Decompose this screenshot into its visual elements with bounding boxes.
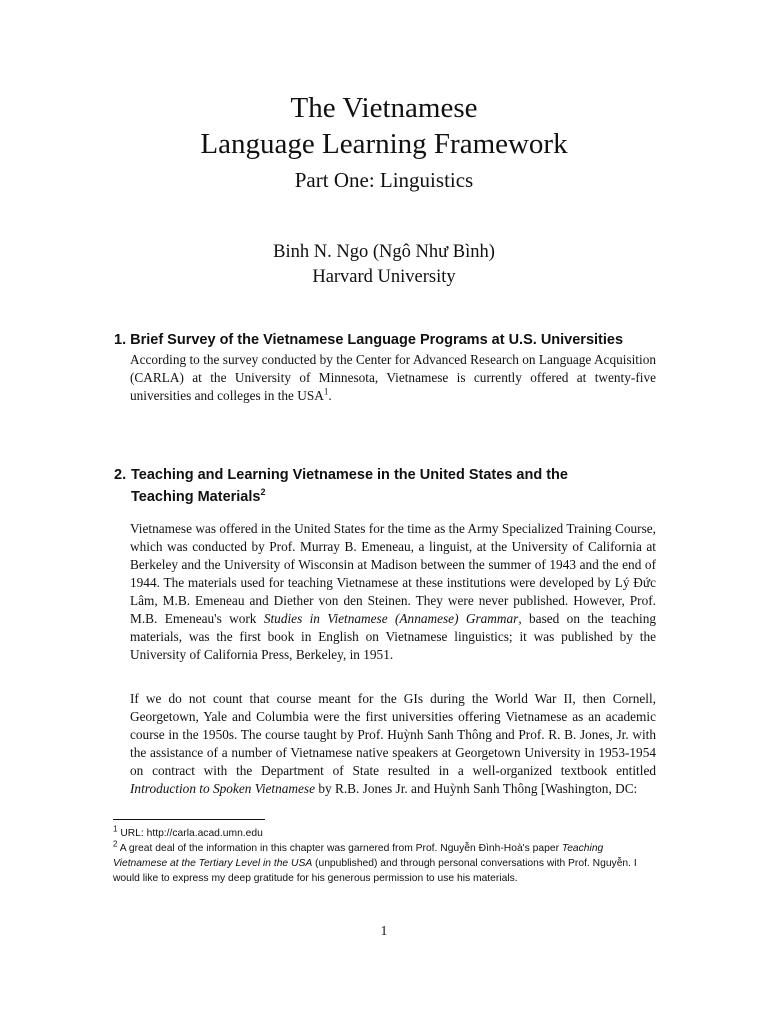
footnote-2-text-a: A great deal of the information in this chapter was garnered from Prof. Nguyễn Đình-Hoà's paper <box>117 843 562 854</box>
footnote-1-number: 1 <box>113 824 118 834</box>
section-2-heading-line-2: Teaching Materials <box>131 489 261 505</box>
section-2-heading-line-1: Teaching and Learning Vietnamese in the United States and the <box>131 467 568 483</box>
section-1-heading: 1. Brief Survey of the Vietnamese Language Programs at U.S. Universities <box>114 332 624 348</box>
footnote-ref-1[interactable]: 1 <box>323 386 329 397</box>
section-2-paragraph-2 <box>130 690 656 798</box>
page-number: 1 <box>380 923 388 938</box>
section-1-text: According to the survey conducted by the Center for Advanced Research on Language Acquisition (CARLA) at the University of Minnesota, Vietnamese is currently offered at twenty-five universities and colleges in the USA <box>130 352 656 403</box>
author-affiliation: Harvard University <box>312 267 456 287</box>
footnote-2-paper-title: Teaching Vietnamese at the Tertiary Level in the USA <box>113 843 604 869</box>
para-2-text-b: by R.B. Jones Jr. and Huỳnh Sanh Thông [Washington, DC: <box>315 781 638 796</box>
para-2-book-title: Introduction to Spoken Vietnamese <box>130 781 316 796</box>
footnote-1 <box>113 826 653 841</box>
title-block <box>0 90 768 194</box>
title-line-1: The Vietnamese <box>290 92 478 124</box>
author-block <box>0 240 768 290</box>
footnote-2-number: 2 <box>113 839 118 849</box>
footnote-2-text-b: (unpublished) and through personal conversations with Prof. Nguyễn. I would like to express my deep gratitude for his generous permission to use his materials. <box>113 858 637 884</box>
section-1-paragraph <box>130 351 656 405</box>
section-2-number: 2. <box>114 467 127 483</box>
section-2-paragraph-1 <box>130 520 656 664</box>
para-1-book-title: Studies in Vietnamese (Annamese) Grammar <box>263 611 519 626</box>
subtitle: Part One: Linguistics <box>294 168 474 192</box>
footnote-ref-2[interactable]: 2 <box>260 487 266 498</box>
footnotes <box>113 826 653 886</box>
footnote-2 <box>113 841 653 886</box>
footnote-divider <box>113 819 265 820</box>
title-line-2: Language Learning Framework <box>200 128 568 160</box>
para-1-text-a: Vietnamese was offered in the United States for the time as the Army Specialized Training Course, which was conducted by Prof. Murray B. Emeneau, a linguist, at the University of California at Berkeley and the University of Wisconsin at Madison between the summer of 1943 and the end of 1944. The materials used for teaching Vietnamese at these institutions were developed by Lý Đức Lâm, M.B. Emeneau and Diether von den Steinen. They were never published. However, Prof. M.B. Emeneau's work <box>130 521 656 626</box>
para-1-text-b: , based on the teaching materials, was the first book in English on Vietnamese linguistics; it was published by the University of California Press, Berkeley, in 1951. <box>130 611 656 662</box>
section-2-heading <box>114 464 659 508</box>
para-2-text-a: If we do not count that course meant for the GIs during the World War II, then Cornell, Georgetown, Yale and Columbia were the first universities offering Vietnamese as an academic course in the 1950s. The course taught by Prof. Huỳnh Sanh Thông and Prof. R. B. Jones, Jr. with the assistance of a number of Vietnamese native speakers at Georgetown University in 1953-1954 on contract with the Department of State resulted in a well-organized textbook entitled <box>130 691 656 778</box>
author-name: Binh N. Ngo (Ngô Như Bình) <box>273 242 495 262</box>
footnote-1-text[interactable]: URL: http://carla.acad.umn.edu <box>117 828 263 839</box>
section-1-period: . <box>328 388 332 403</box>
